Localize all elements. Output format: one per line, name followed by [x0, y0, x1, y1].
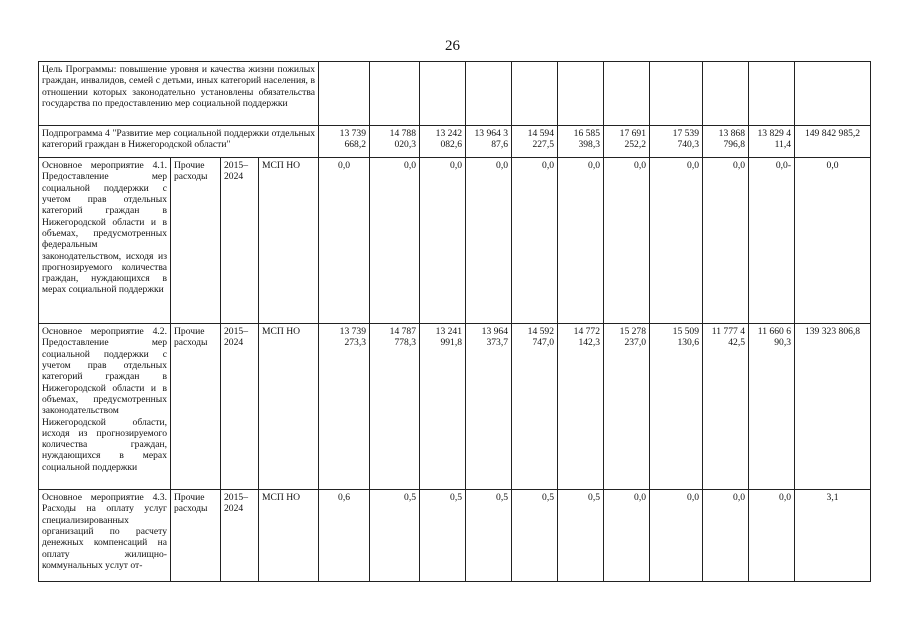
page-number: 26: [445, 38, 460, 54]
total-cell: 139 323 806,8: [795, 324, 871, 490]
year-value-cell: 0,5: [420, 490, 466, 582]
year-value-cell: 0,0: [512, 158, 558, 324]
year-value-cell: 13 241 991,8: [420, 324, 466, 490]
year-value-cell: 0,0: [650, 158, 703, 324]
goal-row: [39, 62, 871, 126]
year-value-cell: 0,0: [604, 490, 650, 582]
empty-cell: [604, 62, 650, 126]
year-value-cell: 0,0: [749, 490, 795, 582]
total-cell: 149 842 985,2: [795, 126, 871, 158]
year-value-cell: 17 691 252,2: [604, 126, 650, 158]
year-value-cell: 0,0: [604, 158, 650, 324]
activity-name: Основное мероприятие 4.2. Предоставление мер социальной поддержки с учетом прав отдельных категорий граждан в Нижегородской области и в объемах, предусмотренных законодательством Нижегородской области, исходя из прогнозируемого количества граждан, нуждающихся в мерах социальной поддержки: [39, 324, 171, 490]
year-value-cell: 0,0: [319, 158, 370, 324]
year-value-cell: 0,5: [512, 490, 558, 582]
expense-type: Прочие расходы: [171, 158, 221, 324]
year-value-cell: 16 585 398,3: [558, 126, 604, 158]
period: 2015– 2024: [221, 490, 259, 582]
executor: МСП НО: [259, 490, 319, 582]
year-value-cell: 13 739 668,2: [319, 126, 370, 158]
empty-cell: [370, 62, 420, 126]
year-value-cell: 14 787 778,3: [370, 324, 420, 490]
activity-row: [39, 324, 871, 490]
executor: МСП НО: [259, 324, 319, 490]
empty-cell: [319, 62, 370, 126]
year-value-cell: 0,5: [558, 490, 604, 582]
empty-cell: [795, 62, 871, 126]
subprogram-title: Подпрограмма 4 "Развитие мер социальной поддержки отдельных категорий граждан в Нижегородской области": [39, 126, 319, 158]
year-value-cell: 0,0: [650, 490, 703, 582]
year-value-cell: 0,0: [420, 158, 466, 324]
year-value-cell: 13 868 796,8: [703, 126, 749, 158]
activity-name: Основное мероприятие 4.1. Предоставление мер социальной поддержки с учетом прав отдельных категорий граждан в Нижегородской области и в объемах, предусмотренных федеральным законодательством, исходя из прогнозируемого количества граждан, нуждающихся в мерах социальной поддержки: [39, 158, 171, 324]
total-cell: 3,1: [795, 490, 871, 582]
empty-cell: [650, 62, 703, 126]
year-value-cell: 14 592 747,0: [512, 324, 558, 490]
year-value-cell: 11 660 6 90,3: [749, 324, 795, 490]
year-value-cell: 0,0-: [749, 158, 795, 324]
activity-row: [39, 158, 871, 324]
subprogram-row: [39, 126, 871, 158]
year-value-cell: 17 539 740,3: [650, 126, 703, 158]
empty-cell: [558, 62, 604, 126]
year-value-cell: 0,5: [370, 490, 420, 582]
year-value-cell: 13 739 273,3: [319, 324, 370, 490]
year-value-cell: 14 772 142,3: [558, 324, 604, 490]
year-value-cell: 0,0: [370, 158, 420, 324]
period: 2015– 2024: [221, 158, 259, 324]
empty-cell: [512, 62, 558, 126]
activity-name: Основное мероприятие 4.3. Расходы на оплату услуг специализированных организаций по расчету денежных компенсаций на оплату жилищно-коммунальных услут от-: [39, 490, 171, 582]
expense-type: Прочие расходы: [171, 324, 221, 490]
year-value-cell: 13 829 4 11,4: [749, 126, 795, 158]
year-value-cell: 0,0: [703, 158, 749, 324]
year-value-cell: 15 509 130,6: [650, 324, 703, 490]
year-value-cell: 0,5: [466, 490, 512, 582]
year-value-cell: 14 594 227,5: [512, 126, 558, 158]
goal-text: Цель Программы: повышение уровня и качества жизни пожилых граждан, инвалидов, семей с детьми, иных категорий населения, в отношении которых законодательно установлены обязательства государства по предоставлению мер социальной поддержки: [39, 62, 319, 126]
year-value-cell: 13 242 082,6: [420, 126, 466, 158]
empty-cell: [749, 62, 795, 126]
year-value-cell: 15 278 237,0: [604, 324, 650, 490]
year-value-cell: 11 777 4 42,5: [703, 324, 749, 490]
empty-cell: [703, 62, 749, 126]
expense-type: Прочие расходы: [171, 490, 221, 582]
year-value-cell: 0,0: [466, 158, 512, 324]
executor: МСП НО: [259, 158, 319, 324]
total-cell: 0,0: [795, 158, 871, 324]
year-value-cell: 13 964 373,7: [466, 324, 512, 490]
year-value-cell: 0,0: [703, 490, 749, 582]
period: 2015– 2024: [221, 324, 259, 490]
empty-cell: [466, 62, 512, 126]
budget-table: [38, 61, 871, 582]
activity-row: [39, 490, 871, 582]
year-value-cell: 13 964 3 87,6: [466, 126, 512, 158]
year-value-cell: 14 788 020,3: [370, 126, 420, 158]
empty-cell: [420, 62, 466, 126]
year-value-cell: 0,0: [558, 158, 604, 324]
year-value-cell: 0,6: [319, 490, 370, 582]
